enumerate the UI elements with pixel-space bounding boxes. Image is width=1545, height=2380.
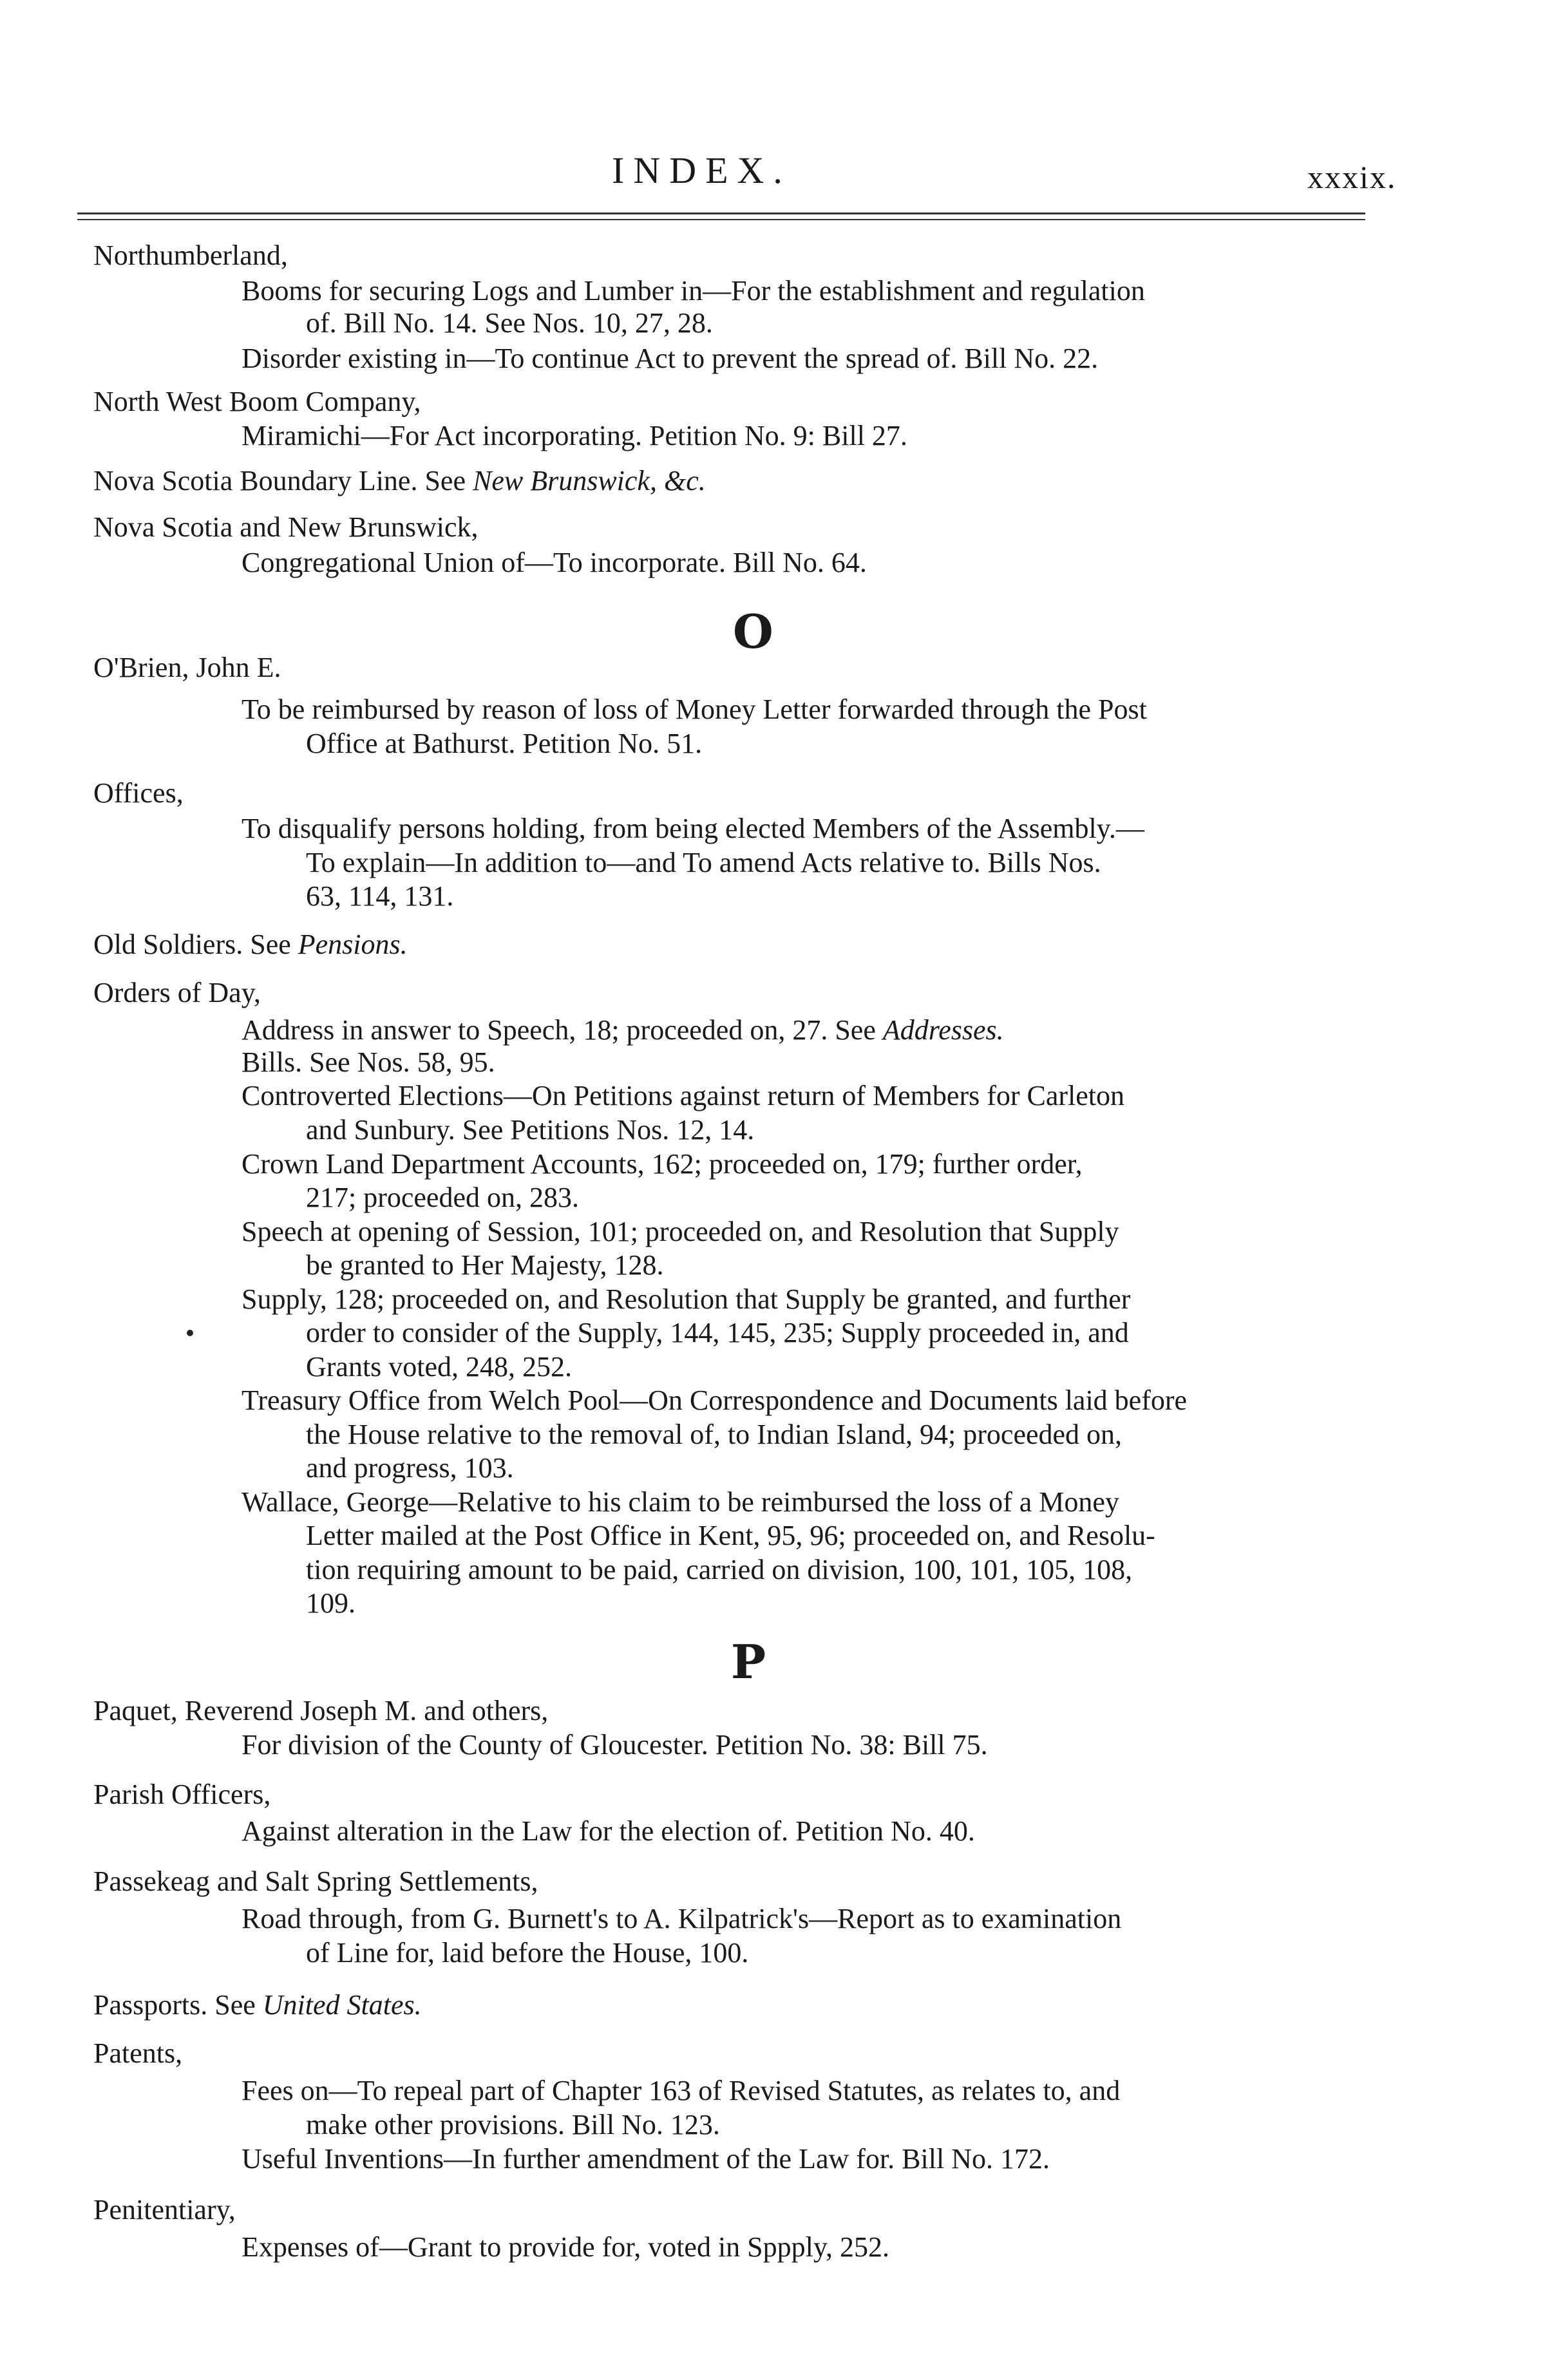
entry-line: 63, 114, 131. — [306, 880, 454, 912]
entry-line: Road through, from G. Burnett's to A. Kilpatrick's—Report as to examination — [242, 1903, 1122, 1934]
entry-line: Disorder existing in—To continue Act to prevent the spread of. Bill No. 22. — [242, 343, 1099, 374]
entry-line: Booms for securing Logs and Lumber in—For the establishment and regulation — [242, 275, 1145, 307]
cross-reference: Addresses. — [882, 1014, 1004, 1046]
entry-line: To explain—In addition to—and To amend Acts relative to. Bills Nos. — [306, 847, 1101, 878]
entry-line: 109. — [306, 1587, 355, 1619]
entry-line: Controverted Elections—On Petitions against return of Members for Carleton — [242, 1080, 1125, 1111]
entry-line: 217; proceeded on, 283. — [306, 1182, 579, 1213]
cross-reference: United States. — [262, 1989, 422, 2021]
header-rule — [77, 212, 1365, 214]
entry-line: order to consider of the Supply, 144, 145, 235; Supply proceeded in, and — [306, 1317, 1129, 1348]
cross-reference: Pensions. — [298, 929, 408, 960]
entry-heading: Passports. See United States. — [93, 1989, 422, 2021]
entry-heading: Offices, — [93, 777, 184, 809]
entry-line: of Line for, laid before the House, 100. — [306, 1937, 749, 1969]
entry-heading: Northumberland, — [93, 240, 288, 271]
entry-line: Bills. See Nos. 58, 95. — [242, 1046, 495, 1078]
entry-line: Wallace, George—Relative to his claim to be reimbursed the loss of a Money — [242, 1486, 1119, 1518]
entry-heading: O'Brien, John E. — [93, 652, 281, 683]
entry-line: Expenses of—Grant to provide for, voted in Sppply, 252. — [242, 2231, 890, 2263]
entry-heading: Parish Officers, — [93, 1779, 271, 1810]
entry-heading: Paquet, Reverend Joseph M. and others, — [93, 1695, 549, 1726]
entry-line: Useful Inventions—In further amendment of the Law for. Bill No. 172. — [242, 2143, 1050, 2175]
entry-line: the House relative to the removal of, to Indian Island, 94; proceeded on, — [306, 1419, 1123, 1450]
entry-line: Supply, 128; proceeded on, and Resolution that Supply be granted, and further — [242, 1283, 1131, 1315]
header-rule-thin — [77, 219, 1365, 220]
cross-reference: New Brunswick, &c. — [472, 465, 706, 496]
entry-line: of. Bill No. 14. See Nos. 10, 27, 28. — [306, 307, 713, 339]
page-title: INDEX. — [612, 149, 791, 191]
entry-heading: Penitentiary, — [93, 2194, 236, 2225]
entry-line: Fees on—To repeal part of Chapter 163 of Revised Statutes, as relates to, and — [242, 2075, 1121, 2106]
entry-line: tion requiring amount to be paid, carried on division, 100, 101, 105, 108, — [306, 1554, 1133, 1585]
entry-line: To disqualify persons holding, from being elected Members of the Assembly.— — [242, 813, 1144, 844]
entry-line: and Sunbury. See Petitions Nos. 12, 14. — [306, 1114, 755, 1146]
entry-line: Address in answer to Speech, 18; proceeded on, 27. See Addresses. — [242, 1014, 1004, 1046]
entry-line: Letter mailed at the Post Office in Kent, 95, 96; proceeded on, and Resolu- — [306, 1520, 1155, 1551]
stray-mark — [187, 1330, 193, 1336]
entry-heading: Old Soldiers. See Pensions. — [93, 929, 408, 960]
entry-line: Crown Land Department Accounts, 162; proceeded on, 179; further order, — [242, 1148, 1083, 1180]
entry-line: and progress, 103. — [306, 1452, 514, 1484]
section-letter-p: P — [731, 1634, 766, 1689]
entry-heading: Passekeag and Salt Spring Settlements, — [93, 1865, 538, 1897]
entry-heading: Orders of Day, — [93, 977, 261, 1008]
entry-line: For division of the County of Gloucester. Petition No. 38: Bill 75. — [242, 1729, 988, 1761]
entry-line: Against alteration in the Law for the election of. Petition No. 40. — [242, 1815, 975, 1847]
entry-line: Congregational Union of—To incorporate. Bill No. 64. — [242, 547, 867, 578]
entry-heading: North West Boom Company, — [93, 386, 421, 417]
entry-line: be granted to Her Majesty, 128. — [306, 1249, 664, 1281]
section-letter-o: O — [733, 604, 773, 659]
entry-line: Treasury Office from Welch Pool—On Correspondence and Documents laid before — [242, 1384, 1188, 1416]
entry-heading: Nova Scotia Boundary Line. See New Brunswick, &c. — [93, 465, 706, 496]
page-number: xxxix. — [1307, 159, 1397, 195]
entry-line: make other provisions. Bill No. 123. — [306, 2109, 720, 2140]
entry-line: Speech at opening of Session, 101; proceeded on, and Resolution that Supply — [242, 1216, 1119, 1247]
entry-line: To be reimbursed by reason of loss of Money Letter forwarded through the Post — [242, 694, 1147, 725]
entry-heading: Nova Scotia and New Brunswick, — [93, 511, 479, 543]
entry-line: Miramichi—For Act incorporating. Petition No. 9: Bill 27. — [242, 420, 907, 451]
entry-line: Grants voted, 248, 252. — [306, 1351, 573, 1383]
entry-heading: Patents, — [93, 2037, 183, 2069]
entry-line: Office at Bathurst. Petition No. 51. — [306, 728, 703, 759]
